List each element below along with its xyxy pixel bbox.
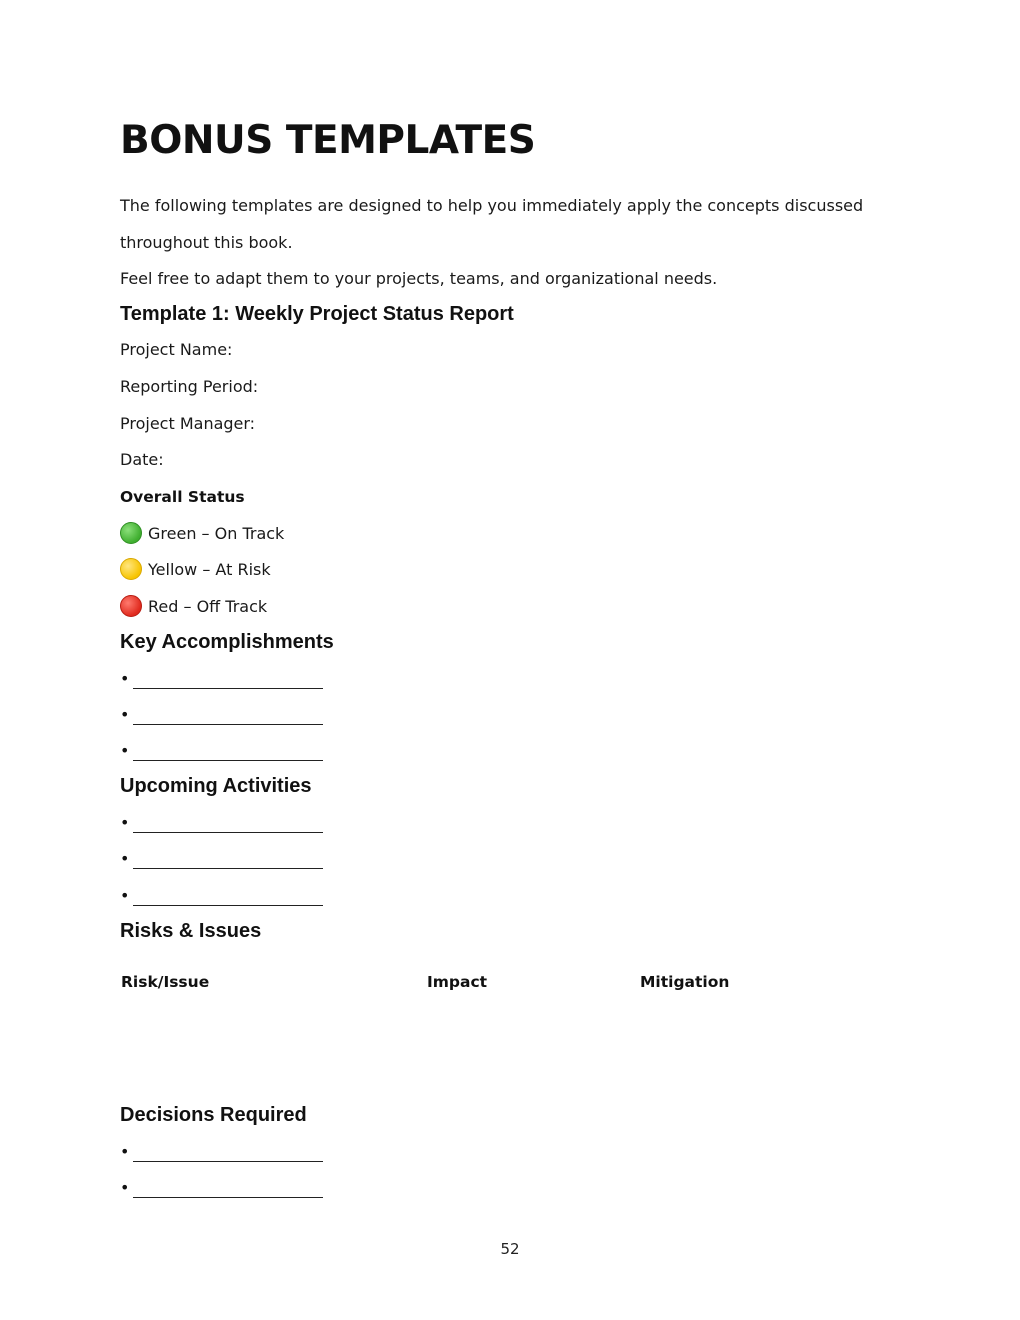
column-header-mitigation: Mitigation <box>640 973 730 991</box>
bullet-icon: • <box>120 1178 130 1197</box>
key-accomplishments-heading: Key Accomplishments <box>120 631 334 653</box>
fill-in-blank <box>133 850 323 869</box>
accomplishment-blank-1 <box>120 667 323 689</box>
status-option-red <box>120 594 267 618</box>
fill-in-blank <box>133 814 323 833</box>
project-manager-field: Project Manager: <box>120 414 256 433</box>
bullet-icon: • <box>120 669 130 688</box>
activity-blank-3 <box>120 884 323 906</box>
status-option-yellow <box>120 557 271 581</box>
bullet-icon: • <box>120 849 130 868</box>
template-heading: Template 1: Weekly Project Status Report <box>120 303 514 325</box>
status-option-green <box>120 521 284 545</box>
yellow-circle-icon <box>120 558 142 580</box>
bullet-icon: • <box>120 741 130 760</box>
column-header-impact: Impact <box>427 973 488 991</box>
decisions-required-heading: Decisions Required <box>120 1104 307 1126</box>
reporting-period-field: Reporting Period: <box>120 377 259 396</box>
fill-in-blank <box>133 1179 323 1198</box>
fill-in-blank <box>133 706 323 725</box>
decision-blank-2 <box>120 1176 323 1198</box>
fill-in-blank <box>133 742 323 761</box>
overall-status-heading: Overall Status <box>120 488 245 506</box>
bullet-icon: • <box>120 1142 130 1161</box>
activity-blank-2 <box>120 847 323 869</box>
risks-issues-heading: Risks & Issues <box>120 920 262 942</box>
project-name-field: Project Name: <box>120 340 233 359</box>
fill-in-blank <box>133 670 323 689</box>
status-label: Yellow – At Risk <box>148 559 271 579</box>
page-number: 52 <box>500 1240 520 1258</box>
intro-line-1: The following templates are designed to help you immediately apply the concepts discussed <box>120 196 864 215</box>
red-circle-icon <box>120 595 142 617</box>
bullet-icon: • <box>120 886 130 905</box>
page-title: BONUS TEMPLATES <box>120 118 536 163</box>
upcoming-activities-heading: Upcoming Activities <box>120 775 312 797</box>
bullet-icon: • <box>120 705 130 724</box>
bullet-icon: • <box>120 813 130 832</box>
document-page <box>120 0 900 1320</box>
status-label: Red – Off Track <box>148 596 268 616</box>
status-label: Green – On Track <box>148 523 285 543</box>
accomplishment-blank-2 <box>120 703 323 725</box>
intro-line-2: throughout this book. <box>120 233 293 252</box>
activity-blank-1 <box>120 811 323 833</box>
fill-in-blank <box>133 887 323 906</box>
accomplishment-blank-3 <box>120 739 323 761</box>
decision-blank-1 <box>120 1140 323 1162</box>
green-circle-icon <box>120 522 142 544</box>
date-field: Date: <box>120 450 164 469</box>
column-header-risk-issue: Risk/Issue <box>121 973 210 991</box>
fill-in-blank <box>133 1143 323 1162</box>
intro-line-3: Feel free to adapt them to your projects, teams, and organizational needs. <box>120 269 718 288</box>
